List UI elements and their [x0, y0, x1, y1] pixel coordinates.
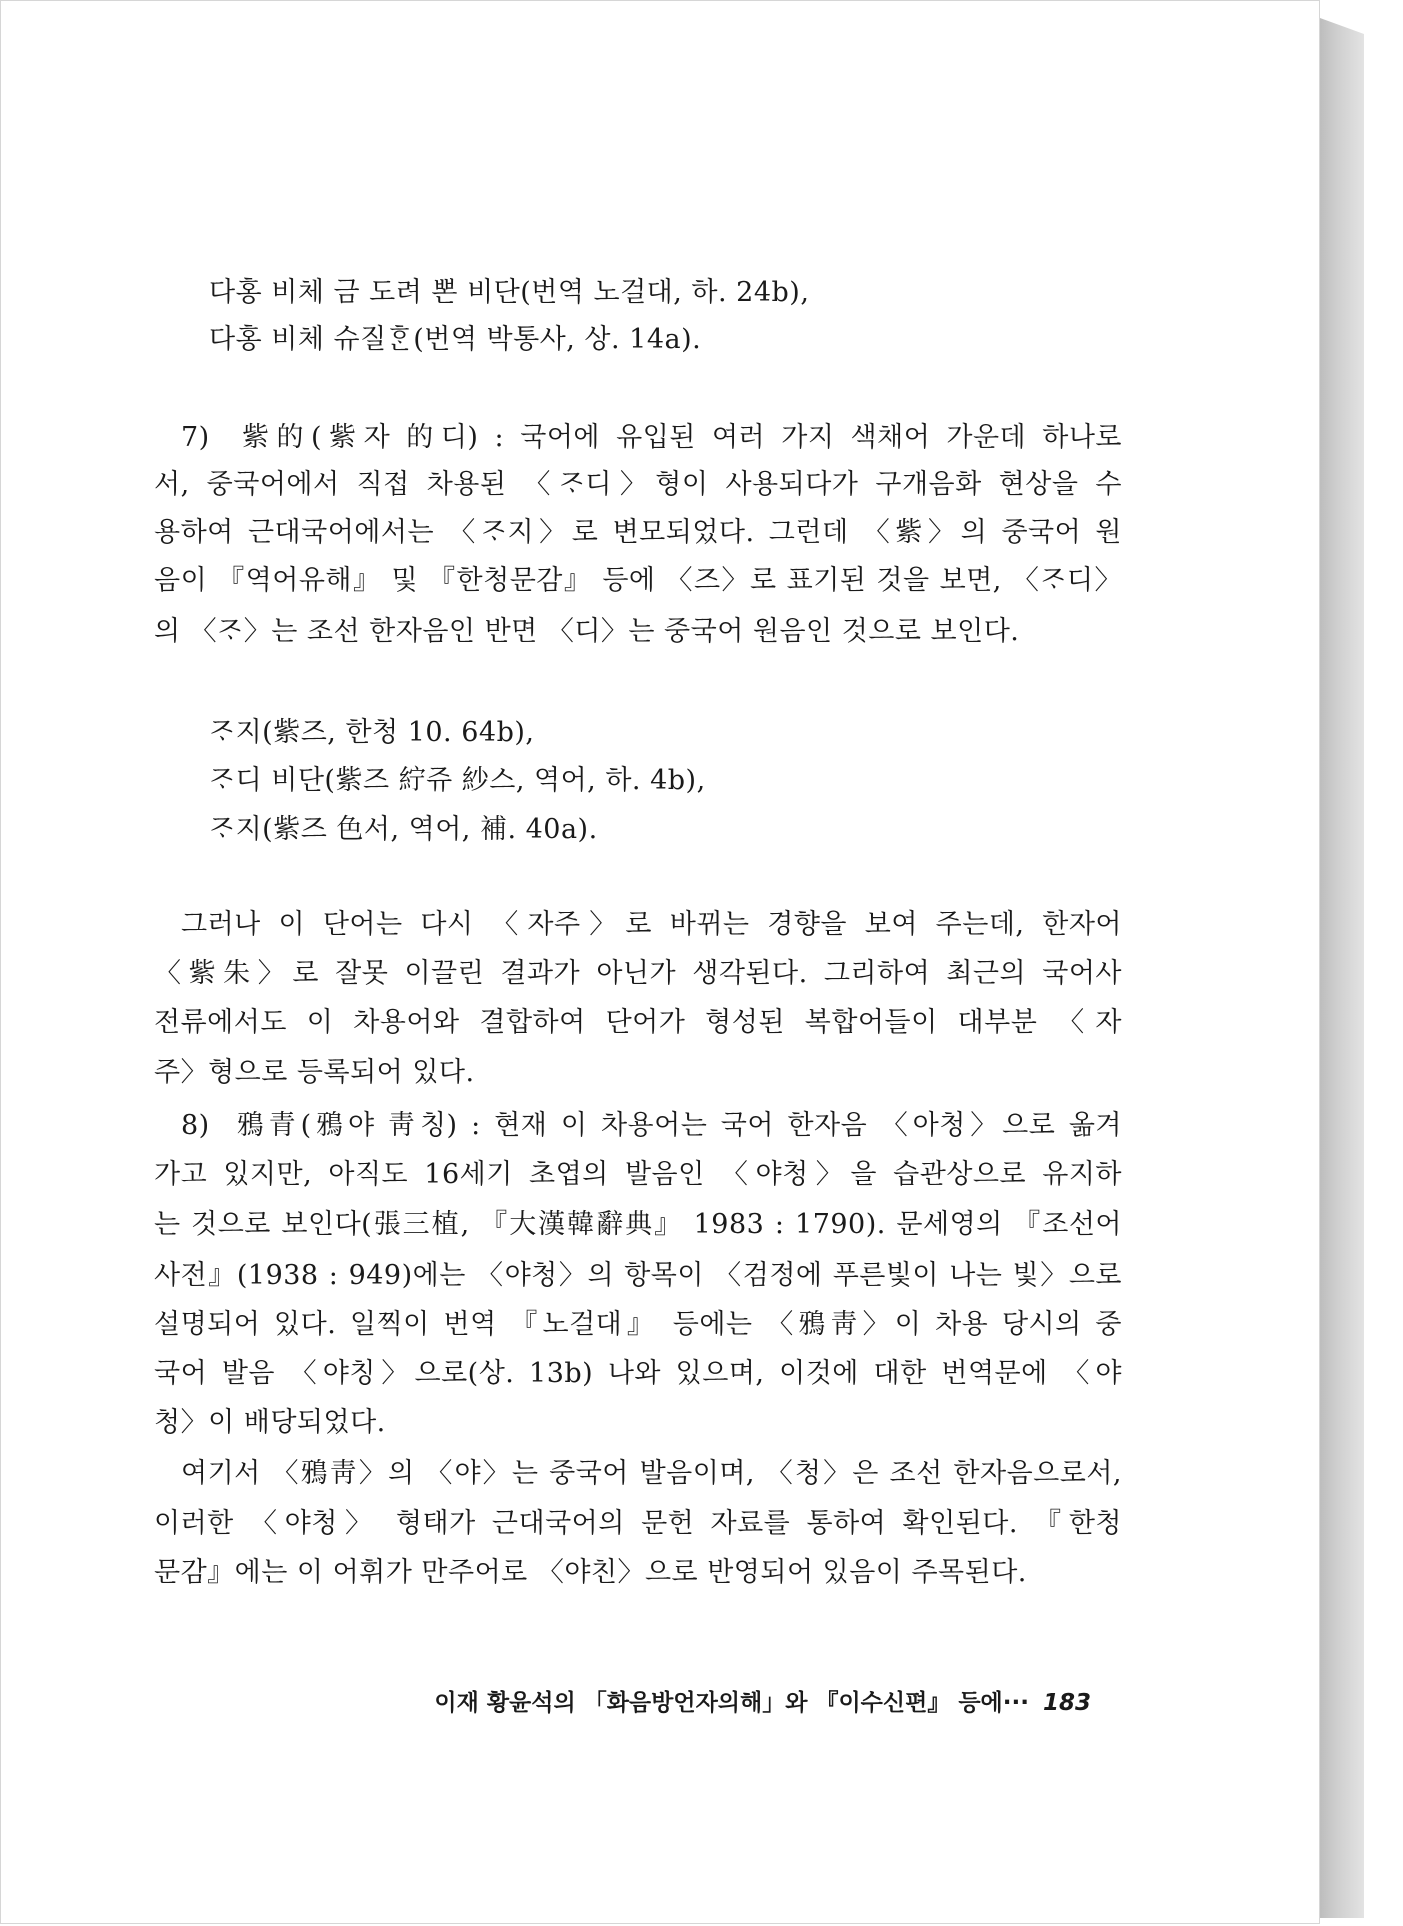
paragraph-line: 그러나 이 단어는 다시 〈자주〉로 바뀌는 경향을 보여 주는데, 한자어: [181, 909, 1122, 940]
paragraph-line: 여기서 〈鴉靑〉의 〈야〉는 중국어 발음이며, 〈청〉은 조선 한자음으로서,: [181, 1458, 1122, 1489]
paragraph-line: 7) 紫的(紫자 的디) : 국어에 유입된 여러 가지 색채어 가운데 하나로: [181, 422, 1122, 453]
running-title: 이재 황윤석의 「화음방언자의해」와 『이수신편』 등에···: [434, 1690, 1029, 1716]
running-footer: [1, 1687, 1091, 1719]
paragraph-line: 8) 鴉青(鴉야 靑칭) : 현재 이 차용어는 국어 한자음 〈아청〉으로 옮겨: [181, 1110, 1122, 1141]
paragraph-line: 전류에서도 이 차용어와 결합하여 단어가 형성된 복합어들이 대부분 〈자: [154, 1007, 1122, 1038]
paragraph-line: 〈紫朱〉로 잘못 이끌린 결과가 아닌가 생각된다. 그리하여 최근의 국어사: [154, 958, 1122, 989]
paragraph-line: 가고 있지만, 아직도 16세기 초엽의 발음인 〈야청〉을 습관상으로 유지하: [154, 1159, 1122, 1190]
paragraph-line: 는 것으로 보인다(張三植, 『大漢韓辭典』 1983 : 1790). 문세영의 『조선어: [154, 1209, 1122, 1240]
page-number: 183: [1042, 1690, 1091, 1716]
quote-line: 다홍 비체 금 도려 뽄 비단(번역 노걸대, 하. 24b),: [209, 277, 810, 308]
paragraph-line: 서, 중국어에서 직접 차용된 〈ᄌᆞ디〉형이 사용되다가 구개음화 현상을 수: [154, 469, 1122, 500]
paragraph-line: 설명되어 있다. 일찍이 번역 『노걸대』 등에는 〈鴉靑〉이 차용 당시의 중: [154, 1309, 1122, 1340]
paragraph-line: 음이 『역어유해』 및 『한청문감』 등에 〈즈〉로 표기된 것을 보면, 〈ᄌᆞ디〉: [154, 565, 1122, 596]
quote-line: 다홍 비체 슈질ᄒᆞᆫ(번역 박통사, 상. 14a).: [209, 324, 702, 355]
paragraph-line: 국어 발음 〈야칭〉으로(상. 13b) 나와 있으며, 이것에 대한 번역문에 〈야: [154, 1358, 1122, 1389]
page-edge-shadow: [1320, 18, 1364, 1918]
paragraph-line: 사전』(1938 : 949)에는 〈야청〉의 항목이 〈검정에 푸른빛이 나는 빛〉으로: [154, 1260, 1122, 1291]
paragraph-line: 의 〈ᄌᆞ〉는 조선 한자음인 반면 〈디〉는 중국어 원음인 것으로 보인다.: [154, 616, 1020, 647]
paragraph-line: 이러한 〈야청〉 형태가 근대국어의 문헌 자료를 통하여 확인된다. 『한청: [154, 1508, 1122, 1539]
paragraph-line: 주〉형으로 등록되어 있다.: [154, 1057, 475, 1088]
paragraph-line: 청〉이 배당되었다.: [154, 1407, 386, 1438]
quote-line: ᄌᆞ지(紫즈, 한청 10. 64b),: [209, 717, 535, 748]
quote-line: ᄌᆞ디 비단(紫즈 紵쥬 紗스, 역어, 하. 4b),: [209, 765, 706, 796]
quote-line: ᄌᆞ지(紫즈 色서, 역어, 補. 40a).: [209, 814, 598, 845]
paragraph-line: 용하여 근대국어에서는 〈ᄌᆞ지〉로 변모되었다. 그런데 〈紫〉의 중국어 원: [154, 517, 1122, 548]
paragraph-line: 문감』에는 이 어휘가 만주어로 〈야친〉으로 반영되어 있음이 주목된다.: [154, 1557, 1027, 1588]
